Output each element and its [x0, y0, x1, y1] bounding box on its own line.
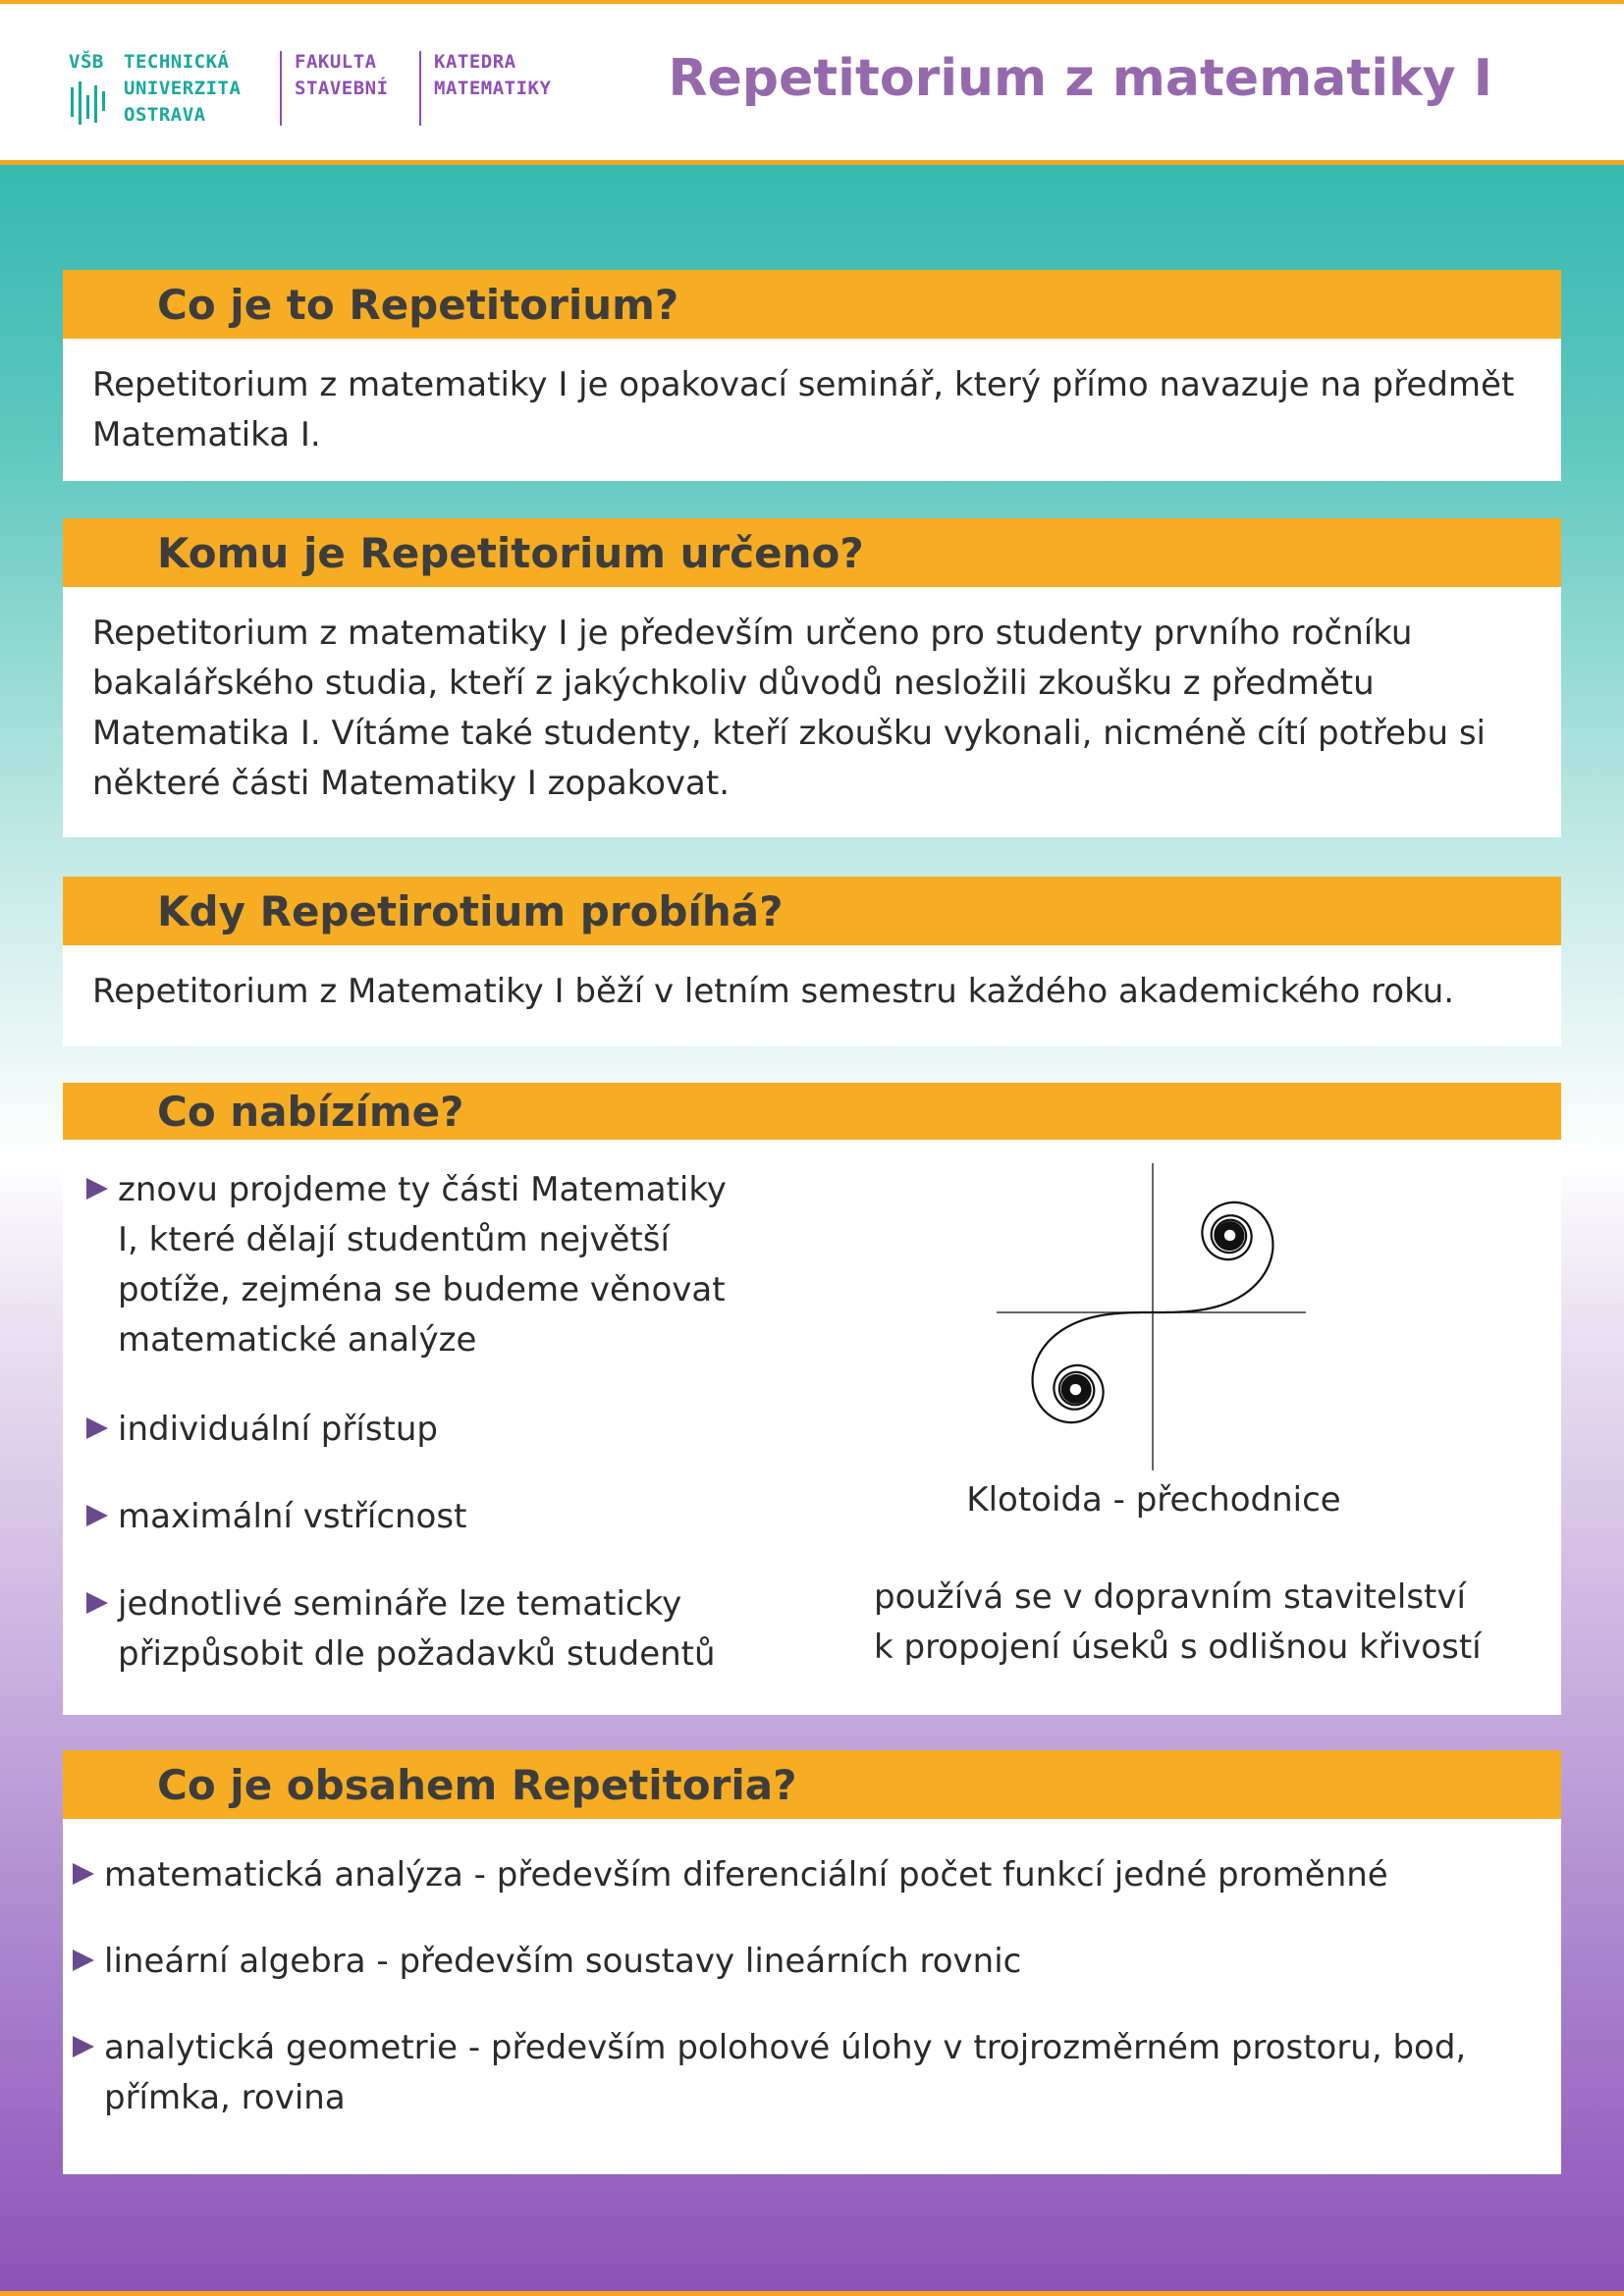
list-item-text: analytická geometrie - především polohové úlohy v trojrozměrném prostoru, bod, přímka, rovina [104, 2028, 1467, 2117]
department-name [434, 49, 551, 102]
list-item-text: jednotlivé semináře lze tematicky přizpůsobit dle požadavků studentů [118, 1584, 716, 1674]
university-line: TECHNICKÁ [124, 51, 230, 73]
triangle-right-icon [86, 1592, 108, 1614]
section-body [63, 1819, 1561, 2174]
list-item-text: individuální přístup [118, 1410, 438, 1449]
page-header [0, 0, 1624, 165]
logo-divider [419, 51, 421, 126]
section-body [63, 945, 1561, 1046]
triangle-right-icon [86, 1505, 108, 1526]
section-what [63, 270, 1561, 481]
vsb-abbr: VŠB [69, 51, 104, 73]
figure-note: používá se v dopravním stavitelství k propojení úseků s odlišnou křivostí [874, 1577, 1482, 1667]
faculty-line: FAKULTA [295, 51, 377, 73]
section-body [63, 339, 1561, 481]
section-heading: Co je obsahem Repetitoria? [63, 1750, 1561, 1819]
section-text: Repetitorium z matematiky I je především určeno pro studenty prvního ročníku bakalářského studia, kteří z jakýchkoliv důvodů nesložili zkoušku z předmětu Matematika I. Vítáme také studenty, kteří zkoušku vykonali, nicméně cítí potřebu si některé části Matematiky I zopakovat. [92, 614, 1486, 803]
triangle-right-icon [86, 1417, 108, 1439]
university-line: OSTRAVA [124, 104, 206, 126]
list-item-text: znovu projdeme ty části Matematiky I, které dělají studentům největší potíže, zejména se budeme věnovat matematické analýze [118, 1170, 727, 1360]
clothoid-figure [933, 1158, 1375, 1502]
list-item-text: matematická analýza - především diferenciální počet funkcí jedné proměnné [104, 1855, 1388, 1895]
section-text: Repetitorium z matematiky I je opakovací seminář, který přímo navazuje na předmět Matematika I. [92, 365, 1515, 454]
page-title: Repetitorium z matematiky I [668, 49, 1492, 108]
triangle-right-icon [73, 1949, 94, 1971]
department-line: KATEDRA [434, 51, 516, 73]
triangle-right-icon [73, 1863, 94, 1885]
vsb-logo [69, 49, 270, 133]
list-item [73, 2023, 1561, 2123]
list-item [73, 1850, 1561, 1900]
triangle-right-icon [73, 2036, 94, 2057]
faculty-line: STAVEBNÍ [295, 78, 389, 99]
list-item [73, 1937, 1561, 1987]
section-body [63, 587, 1561, 837]
section-heading: Komu je Repetitorium určeno? [63, 518, 1561, 587]
section-content [63, 1750, 1561, 2174]
section-who [63, 518, 1561, 837]
figure-caption: Klotoida - přechodnice [966, 1480, 1341, 1520]
vsb-logo-bars-icon [71, 81, 110, 125]
university-line: UNIVERZITA [124, 78, 242, 99]
section-heading: Co je to Repetitorium? [63, 270, 1561, 339]
section-when [63, 877, 1561, 1046]
section-heading: Co nabízíme? [63, 1083, 1561, 1140]
list-item-text: maximální vstřícnost [118, 1497, 467, 1536]
logo-divider [280, 51, 282, 126]
section-text: Repetitorium z Matematiky I běží v letním semestru každého akademického roku. [92, 972, 1455, 1011]
list-item-text: lineární algebra - především soustavy lineárních rovnic [104, 1942, 1022, 1981]
department-line: MATEMATIKY [434, 78, 552, 99]
faculty-name [295, 49, 389, 102]
section-heading: Kdy Repetirotium probíhá? [63, 877, 1561, 945]
university-name [124, 49, 241, 129]
triangle-right-icon [86, 1178, 108, 1200]
footer-line [0, 2291, 1624, 2296]
